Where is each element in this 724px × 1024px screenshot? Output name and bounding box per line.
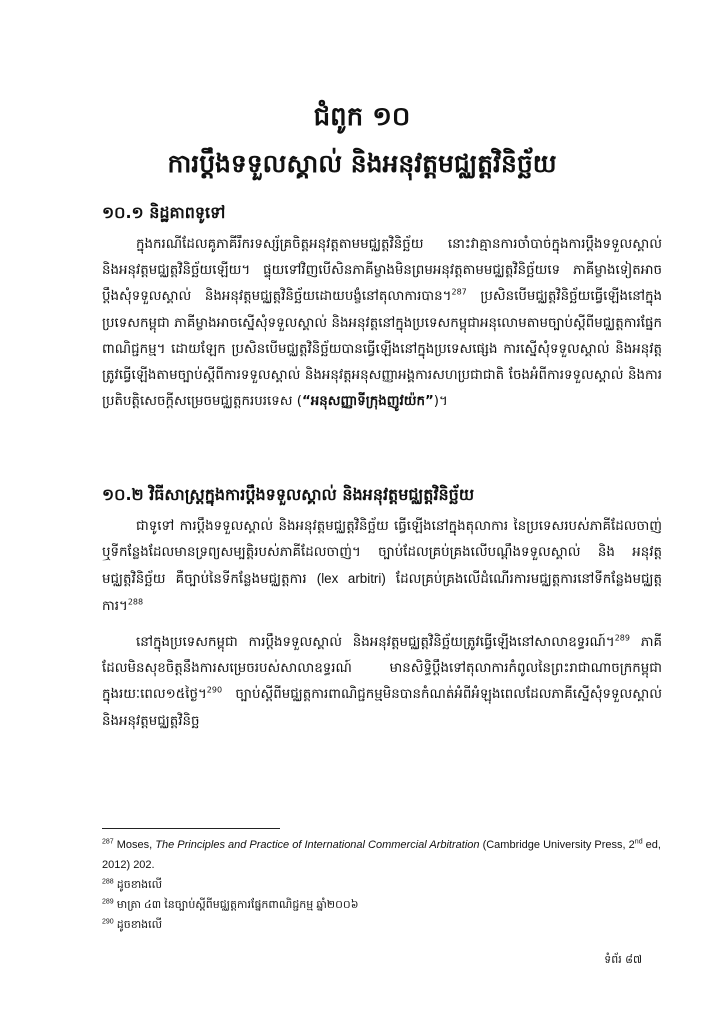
chapter-subtitle: ការប្ដឹងទទួលស្គាល់ និងអនុវត្តមជ្ឈត្តវិនិច្ឆ័យ	[167, 149, 557, 178]
footnote-ref-289: 289	[614, 633, 630, 643]
footnote-287	[102, 835, 662, 875]
paragraph-cambodia-procedure	[102, 630, 662, 737]
ordinal-suffix: nd	[634, 838, 643, 846]
paragraph-methods	[102, 514, 662, 621]
paragraph-text: ប្រសិនបើមជ្ឈត្តវិនិច្ឆ័យធ្វើឡើងនៅក្នុងប្រទេសកម្ពុជា ភាគីម្ខាងអាចស្នើសុំទទួលស្គាល់ និងអនុវត្តនៅក្នុងប្រទេសកម្ពុជាអនុលោមតាមច្បាប់ស្ដីពីមជ្ឈត្តការផ្នែកពាណិជ្ជកម្ម។ ដោយឡែក ប្រសិនបើមជ្ឈត្តវិនិច្ឆ័យបានធ្វើឡើងនៅក្នុងប្រទេសផ្សេង ការស្នើសុំទទួលស្គាល់ និងអនុវត្តត្រូវធ្វើឡើងតាមច្បាប់ស្ដីពីការទទួលស្គាល់ និងអនុវត្តអនុសញ្ញាអង្គការសហប្រជាជាតិ ចែងអំពីការទទួលស្គាល់ និងការប្រតិបត្តិសេចក្ដីសម្រេចមជ្ឈត្តករបរទេស (	[102, 289, 662, 410]
section-heading-10-1: ១០.១ និដ្ឋគាពទូទៅ	[102, 203, 226, 222]
footnote-text: មាត្រា ៤៣ នៃច្បាប់ស្ដីពីមជ្ឈត្តការផ្នែកពាណិជ្ជកម្ម ឆ្នាំ២០០៦	[113, 899, 359, 911]
chapter-title: ជំពូក ១០	[313, 102, 411, 132]
footnote-divider	[102, 828, 280, 829]
paragraph-text: ច្បាប់ស្ដីពីមជ្ឈត្តការពាណិជ្ជកម្មមិនបានកំណត់អំពីអំឡុងពេលដែលភាគីស្នើសុំទទួលស្គាល់ និងអនុវត្តមជ្ឈត្តវិនិច្ឆ	[102, 687, 662, 729]
footnote-number: 290	[102, 918, 114, 926]
page-number: ទំព័រ ៨៧	[604, 953, 642, 966]
section-heading-10-2: ១០.២ វិធីសាស្ត្រក្នុងការប្ដឹងទទួលស្គាល់ និងអនុវត្តមជ្ឈត្តវិនិច្ឆ័យ	[102, 485, 475, 504]
paragraph-text: ដែលគ្រប់គ្រងលើដំណើរការមជ្ឈត្តការនៅទីកន្លែងមជ្ឈត្តការ។	[102, 572, 662, 614]
footnote-ref-288: 288	[127, 597, 144, 607]
lex-arbitri-term: (lex arbitri)	[316, 571, 386, 587]
footnotes	[102, 835, 662, 935]
new-york-convention-term: “អនុសញ្ញាទីក្រុងញូវយ៉ក”	[301, 394, 434, 410]
paragraph-text: ជាទូទៅ ការប្ដឹងទទួលស្គាល់ និងអនុវត្តមជ្ឈត្តវិនិច្ឆ័យ ធ្វើឡើងនៅក្នុងតុលាការ នៃប្រទេសរបស់ភាគីដែលចាញ់ ឬទីកន្លែងដែលមានទ្រព្យសម្បត្តិរបស់ភាគីដែលចាញ់។ ច្បាប់ដែលគ្រប់គ្រងលើបណ្ដឹងទទួលស្គាល់ និង អនុវត្តមជ្ឈត្តវិនិច្ឆ័យ គឺច្បាប់នៃទីកន្លែងមជ្ឈត្តការ	[102, 519, 662, 588]
paragraph-text: នៅក្នុងប្រទេសកម្ពុជា ការប្ដឹងទទួលស្គាល់ និងអនុវត្តមជ្ឈត្តវិនិច្ឆ័យត្រូវធ្វើឡើងនៅសាលាឧទ្ធរណ៍។	[136, 635, 615, 650]
footnote-text: ដូចខាងលើ	[113, 919, 163, 931]
paragraph-text: ក្នុងករណីដែលគូភាគីរឹករទស្ស័គ្រចិត្តអនុវត្តតាមមជ្ឈត្តវិនិច្ឆ័យ នោះវាគ្មានការចាំបាច់ក្នុងការប្ដឹងទទួលស្គាល់ និងអនុវត្តមជ្ឈត្តវិនិច្ឆ័យឡើយ។ ផ្ទុយទៅវិញបើសិនភាគីម្ខាងមិនព្រមអនុវត្តតាមមជ្ឈត្តវិនិច្ឆ័យទេ ភាគីម្ខាងទៀតអាចប្ដឹងសុំទទួលស្គាល់ និងអនុវត្តមជ្ឈត្តវិនិច្ឆ័យដោយបង្ខំនៅតុលាការបាន។	[102, 237, 662, 305]
footnote-number: 289	[102, 898, 114, 906]
footnote-text: ដូចខាងលើ	[113, 879, 163, 891]
book-title: The Principles and Practice of International Commercial Arbitration	[155, 839, 480, 851]
footnote-ref-287: 287	[451, 287, 467, 297]
paragraph-text: ភាគីដែលមិនសុខចិត្តនឹងការសម្រេចរបស់សាលាឧទ្ធរណ៍ មានសិទ្ធិប្ដឹងទៅតុលាការកំពូលនៃព្រះរាជាណាចក្រកម្ពុជាក្នុងរយៈពេល១៥ថ្ងៃ។	[102, 635, 662, 703]
footnote-ref-290: 290	[206, 685, 223, 695]
footnote-289	[102, 895, 662, 915]
footnote-290	[102, 915, 662, 935]
footnote-number: 287	[102, 838, 114, 846]
paragraph-text: )។	[433, 394, 448, 410]
paragraph-general-principles	[102, 232, 662, 472]
footnote-text: ed, 2012) 202.	[102, 839, 661, 871]
footnote-text: (Cambridge University Press, 2	[479, 839, 635, 851]
footnote-288	[102, 875, 662, 895]
footnote-text: Moses,	[113, 839, 156, 851]
footnote-number: 288	[102, 878, 114, 886]
